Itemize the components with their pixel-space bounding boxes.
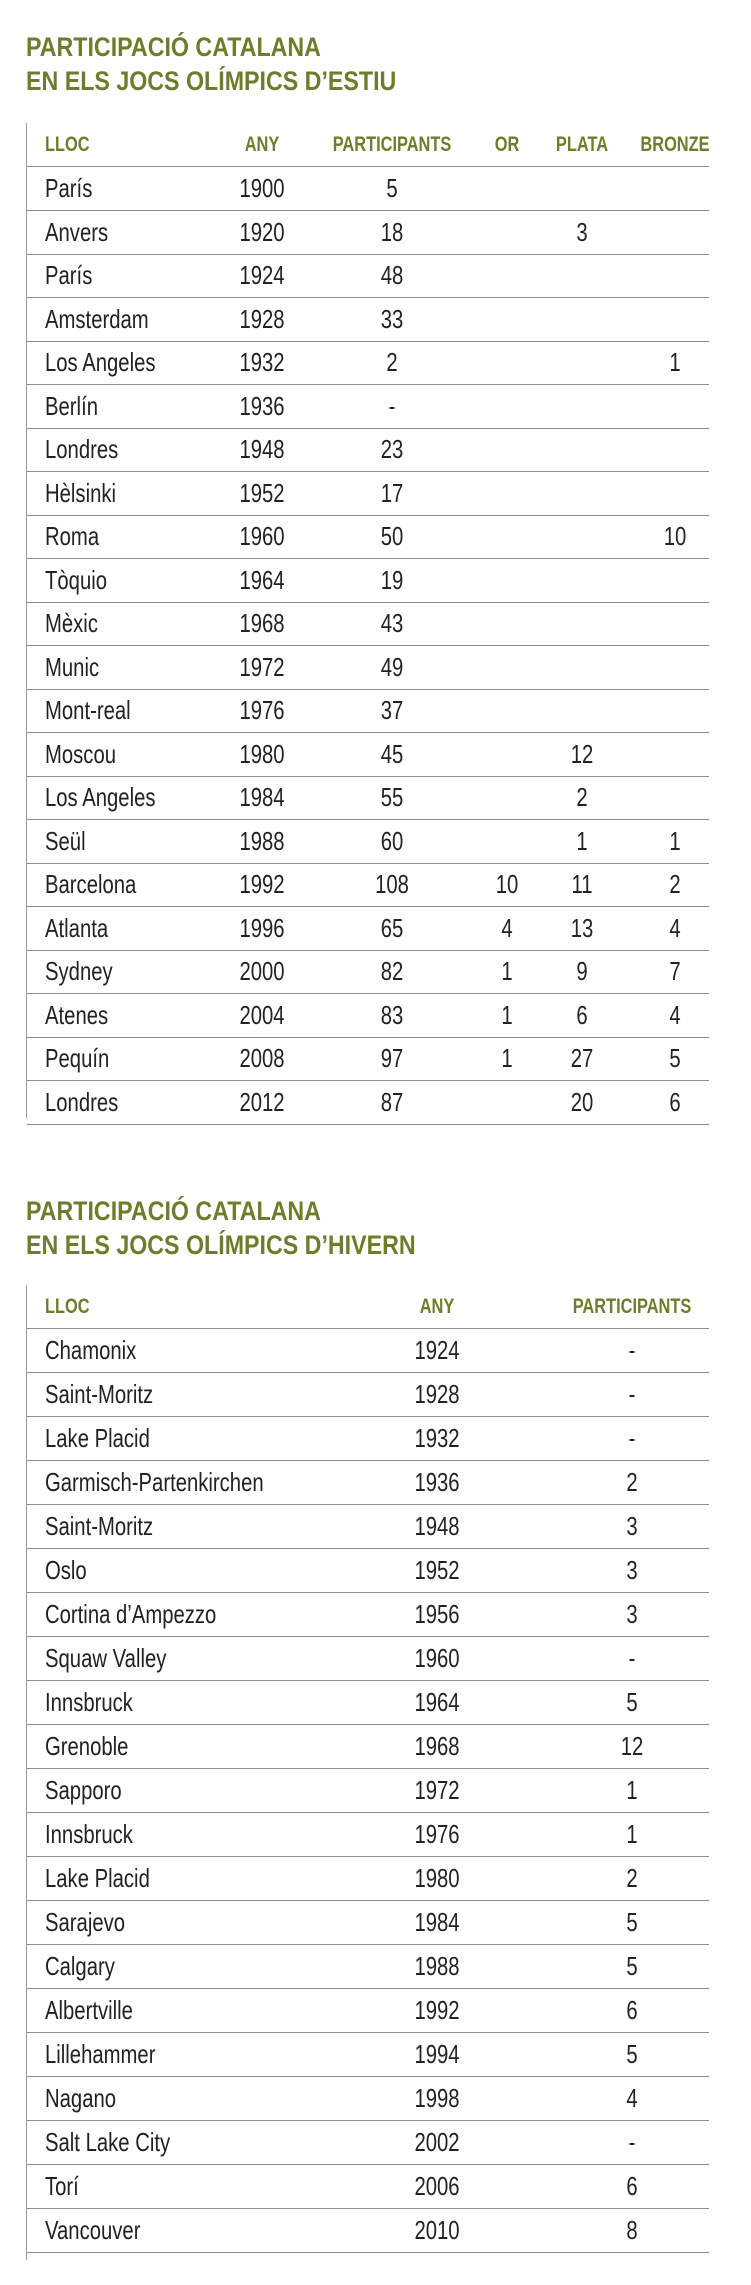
winter-cell-any: 1948: [414, 1511, 460, 1541]
winter-cell-any: 1972: [414, 1775, 460, 1805]
winter-cell-any: 1964: [414, 1687, 460, 1717]
summer-title-line2: EN ELS JOCS OLÍMPICS D’ESTIU: [26, 66, 397, 96]
summer-cell-participants: 5: [386, 173, 398, 203]
summer-cell-any: 1900: [239, 173, 285, 203]
summer-cell-or: 10: [495, 869, 519, 899]
summer-cell-lloc: Atlanta: [45, 912, 109, 943]
winter-table-row: [27, 1901, 709, 1945]
winter-cell-any: 1960: [414, 1643, 460, 1673]
winter-cell-lloc: Innsbruck: [45, 1687, 133, 1717]
summer-cell-bronze: [636, 298, 714, 341]
summer-cell-or: 1: [501, 1043, 513, 1073]
winter-cell-any: 1988: [414, 1951, 460, 1981]
summer-cell-bronze: [636, 211, 714, 254]
summer-cell-plata: 1: [576, 825, 588, 856]
winter-cell-any: 1928: [414, 1379, 460, 1409]
winter-cell-lloc: Garmisch-Partenkirchen: [45, 1467, 264, 1497]
summer-cell-plata: 3: [576, 216, 588, 247]
winter-table-row: [27, 1725, 709, 1769]
summer-cell-bronze: 1: [669, 825, 681, 856]
summer-header-row: [27, 123, 709, 167]
summer-cell-plata: [547, 559, 617, 602]
summer-cell-any: 1932: [239, 347, 285, 377]
winter-cell-participants: -: [628, 2127, 636, 2157]
winter-cell-participants: -: [628, 1379, 636, 1409]
summer-cell-lloc: Londres: [45, 434, 119, 464]
summer-cell-plata: [547, 167, 617, 210]
summer-cell-plata: [547, 472, 617, 515]
summer-cell-lloc: Amsterdam: [45, 303, 149, 334]
winter-cell-participants: 5: [626, 1907, 638, 1937]
winter-table-row: [27, 2033, 709, 2077]
summer-cell-bronze: [636, 254, 714, 297]
summer-cell-participants: 87: [380, 1086, 404, 1117]
summer-cell-plata: [547, 341, 617, 384]
summer-table-row: [27, 167, 709, 211]
winter-cell-any: 1932: [414, 1423, 460, 1453]
summer-cell-bronze: [636, 733, 714, 776]
summer-cell-or: [480, 646, 535, 689]
summer-cell-bronze: 6: [669, 1086, 681, 1117]
winter-cell-lloc: Innsbruck: [45, 1819, 133, 1849]
summer-table-row: [27, 428, 709, 472]
summer-cell-lloc: Moscou: [45, 738, 117, 769]
summer-cell-any: 2008: [239, 1043, 285, 1073]
summer-cell-lloc: París: [45, 173, 93, 203]
summer-cell-any: 1952: [239, 477, 285, 508]
summer-table-row: [27, 733, 709, 777]
summer-cell-bronze: [636, 602, 714, 645]
summer-cell-participants: 65: [380, 912, 404, 943]
winter-table-row: [27, 1329, 709, 1373]
summer-cell-participants: 50: [380, 521, 404, 551]
summer-table-row: [27, 994, 709, 1038]
summer-table-row: [27, 211, 709, 255]
summer-table-row: [27, 472, 709, 516]
winter-cell-lloc: Albertville: [45, 1995, 133, 2025]
summer-cell-bronze: [636, 472, 714, 515]
winter-table-row: [27, 1989, 709, 2033]
summer-cell-any: 1960: [239, 521, 285, 551]
summer-cell-participants: 108: [375, 869, 409, 899]
summer-cell-participants: 49: [380, 651, 404, 682]
summer-cell-participants: 19: [380, 564, 404, 595]
winter-table-row: [27, 2165, 709, 2209]
winter-cell-participants: 5: [626, 1951, 638, 1981]
winter-cell-any: 2010: [414, 2215, 460, 2245]
summer-table-row: [27, 341, 709, 385]
summer-cell-any: 1988: [239, 825, 285, 856]
winter-cell-lloc: Nagano: [45, 2083, 117, 2113]
winter-title: [26, 1194, 416, 1262]
winter-header-any: ANY: [419, 1295, 455, 1318]
winter-cell-lloc: Sapporo: [45, 1775, 122, 1805]
summer-cell-or: [480, 1081, 535, 1124]
summer-table-row: [27, 863, 709, 907]
winter-cell-lloc: Lake Placid: [45, 1863, 150, 1893]
winter-cell-participants: 3: [626, 1555, 638, 1585]
winter-cell-participants: 3: [626, 1511, 638, 1541]
winter-cell-any: 1924: [414, 1335, 460, 1365]
summer-title-line1: PARTICIPACIÓ CATALANA: [26, 32, 321, 62]
winter-table-row: [27, 1461, 709, 1505]
winter-title-line1: PARTICIPACIÓ CATALANA: [26, 1196, 321, 1226]
winter-table-row: [27, 1857, 709, 1901]
summer-cell-or: 1: [501, 956, 513, 986]
summer-cell-participants: 17: [380, 477, 404, 508]
summer-cell-bronze: [636, 559, 714, 602]
summer-cell-any: 1924: [239, 260, 285, 290]
summer-table-row: [27, 559, 709, 603]
winter-table: [26, 1285, 709, 2260]
summer-table-row: [27, 385, 709, 429]
winter-cell-lloc: Vancouver: [45, 2215, 141, 2245]
winter-cell-any: 2002: [414, 2127, 460, 2157]
winter-cell-lloc: Calgary: [45, 1951, 115, 1981]
summer-cell-participants: 33: [380, 303, 404, 334]
winter-header-row: [27, 1285, 709, 1329]
winter-cell-lloc: Oslo: [45, 1555, 87, 1585]
summer-cell-any: 1920: [239, 216, 285, 247]
summer-cell-or: 4: [501, 912, 513, 943]
winter-cell-participants: -: [628, 1423, 636, 1453]
summer-cell-bronze: 2: [669, 869, 681, 899]
summer-cell-or: [480, 515, 535, 558]
winter-table-row: [27, 1417, 709, 1461]
summer-table-row: [27, 776, 709, 820]
summer-cell-or: [480, 385, 535, 428]
winter-cell-any: 1956: [414, 1599, 460, 1629]
winter-cell-participants: 8: [626, 2215, 638, 2245]
winter-cell-lloc: Lake Placid: [45, 1423, 150, 1453]
summer-cell-participants: 37: [380, 695, 404, 725]
winter-cell-lloc: Lillehammer: [45, 2039, 156, 2069]
winter-table-row: [27, 1505, 709, 1549]
winter-cell-participants: 6: [626, 1995, 638, 2025]
winter-table-row: [27, 1549, 709, 1593]
summer-cell-bronze: 10: [663, 521, 687, 551]
winter-table-row: [27, 1813, 709, 1857]
winter-cell-lloc: Grenoble: [45, 1731, 129, 1761]
summer-cell-lloc: Barcelona: [45, 869, 137, 899]
winter-cell-any: 1968: [414, 1731, 460, 1761]
summer-cell-any: 1992: [239, 869, 285, 899]
summer-cell-any: 1948: [239, 434, 285, 464]
summer-cell-any: 1964: [239, 564, 285, 595]
summer-cell-bronze: [636, 385, 714, 428]
winter-cell-lloc: Salt Lake City: [45, 2127, 171, 2157]
summer-table-row: [27, 820, 709, 864]
summer-cell-lloc: Munic: [45, 651, 100, 682]
summer-cell-lloc: Atenes: [45, 999, 109, 1030]
summer-table-row: [27, 515, 709, 559]
summer-cell-plata: 27: [570, 1043, 594, 1073]
summer-cell-lloc: Seül: [45, 825, 86, 856]
summer-cell-any: 1984: [239, 782, 285, 812]
winter-table-row: [27, 2121, 709, 2165]
summer-cell-any: 2004: [239, 999, 285, 1030]
summer-cell-plata: 6: [576, 999, 588, 1030]
summer-cell-bronze: 5: [669, 1043, 681, 1073]
winter-cell-lloc: Saint-Moritz: [45, 1379, 154, 1409]
winter-table-row: [27, 1637, 709, 1681]
summer-cell-or: [480, 689, 535, 732]
summer-cell-plata: [547, 515, 617, 558]
summer-cell-or: [480, 602, 535, 645]
summer-cell-any: 1968: [239, 608, 285, 638]
summer-cell-or: [480, 211, 535, 254]
winter-cell-participants: 2: [626, 1467, 638, 1497]
summer-cell-lloc: Berlín: [45, 390, 98, 421]
summer-cell-bronze: 4: [669, 999, 681, 1030]
winter-cell-lloc: Chamonix: [45, 1335, 137, 1365]
summer-cell-plata: [547, 428, 617, 471]
winter-cell-participants: 2: [626, 1863, 638, 1893]
summer-cell-participants: 55: [380, 782, 404, 812]
summer-cell-or: [480, 341, 535, 384]
summer-cell-or: [480, 254, 535, 297]
winter-cell-participants: 5: [626, 1687, 638, 1717]
summer-cell-or: [480, 820, 535, 863]
summer-table-row: [27, 907, 709, 951]
summer-cell-participants: 48: [380, 260, 404, 290]
summer-cell-plata: 9: [576, 956, 588, 986]
summer-table-row: [27, 646, 709, 690]
summer-cell-lloc: Anvers: [45, 216, 109, 247]
summer-cell-any: 1928: [239, 303, 285, 334]
winter-table-row: [27, 1681, 709, 1725]
summer-cell-lloc: Los Angeles: [45, 347, 156, 377]
summer-header-any: ANY: [244, 133, 280, 156]
summer-cell-bronze: [636, 428, 714, 471]
summer-cell-or: [480, 776, 535, 819]
summer-header-plata: PLATA: [555, 133, 609, 156]
winter-title-line2: EN ELS JOCS OLÍMPICS D’HIVERN: [26, 1230, 416, 1260]
summer-cell-bronze: [636, 167, 714, 210]
summer-cell-participants: 23: [380, 434, 404, 464]
summer-header-or: OR: [494, 133, 520, 156]
summer-cell-bronze: 7: [669, 956, 681, 986]
summer-cell-plata: 13: [570, 912, 594, 943]
winter-cell-participants: 4: [626, 2083, 638, 2113]
winter-cell-lloc: Squaw Valley: [45, 1643, 167, 1673]
summer-cell-plata: 11: [571, 869, 593, 899]
summer-cell-any: 1936: [239, 390, 285, 421]
summer-cell-or: 1: [501, 999, 513, 1030]
summer-cell-participants: 43: [380, 608, 404, 638]
summer-table-row: [27, 1037, 709, 1081]
summer-cell-or: [480, 559, 535, 602]
summer-table-row: [27, 602, 709, 646]
summer-cell-or: [480, 298, 535, 341]
summer-cell-plata: [547, 602, 617, 645]
winter-table-row: [27, 1769, 709, 1813]
summer-cell-lloc: Los Angeles: [45, 782, 156, 812]
winter-table-row: [27, 2209, 709, 2253]
summer-title: [26, 30, 396, 98]
summer-cell-participants: 2: [386, 347, 398, 377]
winter-table-row: [27, 2077, 709, 2121]
summer-cell-bronze: 1: [669, 347, 681, 377]
summer-cell-any: 1980: [239, 738, 285, 769]
summer-cell-participants: -: [388, 390, 396, 421]
summer-cell-participants: 82: [380, 956, 404, 986]
summer-cell-participants: 18: [380, 216, 404, 247]
summer-table: [26, 123, 709, 1118]
winter-cell-lloc: Torí: [45, 2171, 79, 2201]
summer-header-lloc: LLOC: [45, 133, 90, 156]
summer-cell-any: 1972: [239, 651, 285, 682]
summer-cell-lloc: Mont-real: [45, 695, 131, 725]
winter-cell-participants: 3: [626, 1599, 638, 1629]
winter-cell-lloc: Saint-Moritz: [45, 1511, 154, 1541]
winter-cell-participants: 1: [626, 1775, 638, 1805]
winter-table-row: [27, 1373, 709, 1417]
winter-header-participants: PARTICIPANTS: [572, 1295, 692, 1318]
summer-table-row: [27, 254, 709, 298]
winter-cell-lloc: Cortina d’Ampezzo: [45, 1599, 217, 1629]
winter-cell-participants: 5: [626, 2039, 638, 2069]
winter-table-row: [27, 1593, 709, 1637]
summer-table-row: [27, 1081, 709, 1125]
winter-cell-any: 2006: [414, 2171, 460, 2201]
summer-cell-or: [480, 733, 535, 776]
summer-cell-or: [480, 428, 535, 471]
summer-header-participants: PARTICIPANTS: [332, 133, 452, 156]
winter-cell-any: 1994: [414, 2039, 460, 2069]
summer-cell-participants: 83: [380, 999, 404, 1030]
summer-cell-or: [480, 472, 535, 515]
winter-cell-any: 1952: [414, 1555, 460, 1585]
winter-cell-participants: -: [628, 1335, 636, 1365]
summer-cell-plata: [547, 254, 617, 297]
summer-table-row: [27, 950, 709, 994]
summer-cell-bronze: [636, 776, 714, 819]
winter-cell-participants: -: [628, 1643, 636, 1673]
winter-cell-any: 1984: [414, 1907, 460, 1937]
summer-cell-plata: [547, 689, 617, 732]
summer-cell-plata: 20: [570, 1086, 594, 1117]
winter-cell-participants: 1: [626, 1819, 638, 1849]
summer-cell-any: 1996: [239, 912, 285, 943]
summer-cell-participants: 97: [380, 1043, 404, 1073]
summer-cell-any: 2012: [239, 1086, 285, 1117]
winter-cell-any: 1936: [414, 1467, 460, 1497]
winter-cell-lloc: Sarajevo: [45, 1907, 126, 1937]
summer-cell-bronze: [636, 689, 714, 732]
winter-cell-participants: 6: [626, 2171, 638, 2201]
summer-table-row: [27, 298, 709, 342]
summer-cell-lloc: Pequín: [45, 1043, 110, 1073]
summer-cell-participants: 60: [380, 825, 404, 856]
summer-cell-bronze: 4: [669, 912, 681, 943]
summer-cell-lloc: Mèxic: [45, 608, 98, 638]
summer-cell-lloc: Roma: [45, 521, 100, 551]
winter-cell-any: 1980: [414, 1863, 460, 1893]
summer-table-row: [27, 689, 709, 733]
summer-cell-any: 2000: [239, 956, 285, 986]
summer-cell-plata: [547, 646, 617, 689]
winter-cell-any: 1998: [414, 2083, 460, 2113]
summer-cell-plata: [547, 298, 617, 341]
summer-cell-lloc: Sydney: [45, 956, 113, 986]
summer-cell-bronze: [636, 646, 714, 689]
summer-cell-lloc: Londres: [45, 1086, 119, 1117]
winter-cell-any: 1976: [414, 1819, 460, 1849]
summer-cell-plata: 2: [576, 782, 588, 812]
summer-cell-plata: [547, 385, 617, 428]
winter-cell-participants: 12: [620, 1731, 644, 1761]
summer-cell-or: [480, 167, 535, 210]
summer-cell-participants: 45: [380, 738, 404, 769]
winter-cell-any: 1992: [414, 1995, 460, 2025]
summer-cell-lloc: Hèlsinki: [45, 477, 117, 508]
summer-cell-lloc: París: [45, 260, 93, 290]
summer-header-bronze: BRONZE: [640, 133, 710, 156]
summer-cell-any: 1976: [239, 695, 285, 725]
winter-header-lloc: LLOC: [45, 1295, 90, 1318]
winter-table-row: [27, 1945, 709, 1989]
summer-cell-plata: 12: [570, 738, 594, 769]
summer-cell-lloc: Tòquio: [45, 564, 108, 595]
